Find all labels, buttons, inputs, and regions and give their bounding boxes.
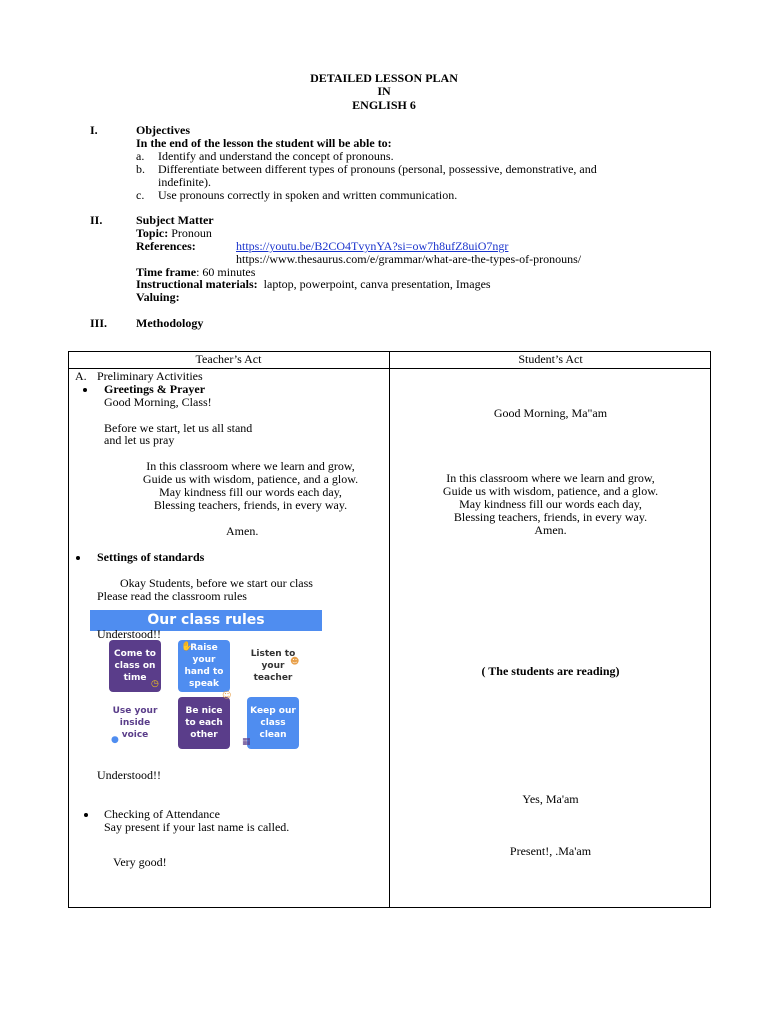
student-reading: ( The students are reading) (481, 664, 620, 678)
doc-title-line3: ENGLISH 6 (352, 98, 416, 112)
teacher-prayer-line-4: Blessing teachers, friends, in every way. (153, 498, 348, 512)
trash-bin-icon: ▦ (242, 737, 251, 747)
teacher-prayer-line-3: May kindness fill our words each day, (159, 485, 342, 499)
subject-matter-heading: Subject Matter (136, 213, 214, 227)
section-a-heading: Preliminary Activities (97, 369, 203, 383)
objective-item-b: Differentiate between different types of pronouns (personal, possessive, demonstrative, and (158, 162, 597, 176)
standards-heading: Settings of standards (97, 550, 205, 564)
bullet-greetings (83, 388, 87, 392)
teacher-understood-1: Understood!! (97, 627, 161, 641)
materials-label: Instructional materials: (136, 277, 258, 291)
section-numeral-2: II. (90, 213, 103, 227)
teacher-understood-2: Understood!! (97, 768, 161, 782)
teacher-stand-1: Before we start, let us all stand (104, 421, 253, 435)
objective-marker-b: b. (136, 162, 145, 176)
teacher-face-icon: ☻ (290, 657, 300, 667)
references-label: References: (136, 239, 196, 253)
timeframe-value: : 60 minutes (196, 265, 256, 279)
col-header-student: Student’s Act (518, 352, 583, 366)
teacher-rules-2: Please read the classroom rules (97, 589, 247, 603)
student-present: Present!, .Ma'am (509, 844, 592, 858)
doc-title-line1: DETAILED LESSON PLAN (310, 71, 458, 85)
teacher-amen: Amen. (226, 524, 259, 538)
rule-text-listen-teacher: Listen to your teacher (250, 649, 296, 683)
student-amen: Amen. (534, 523, 567, 537)
materials-line (136, 278, 491, 291)
rule-text-raise-hand: Raise your hand to speak (184, 643, 224, 689)
table-column-divider (389, 351, 390, 908)
student-prayer-line-4: Blessing teachers, friends, in every way. (453, 510, 648, 524)
section-numeral-1: I. (90, 123, 98, 137)
student-greeting: Good Morning, Ma"am (493, 406, 608, 420)
section-numeral-3: III. (90, 316, 108, 330)
rule-text-keep-clean: Keep our class clean (250, 706, 296, 740)
rule-text-inside-voice: Use your inside voice (112, 706, 158, 740)
class-rules-banner: Our class rules (90, 610, 322, 631)
doc-title-line2: IN (377, 84, 391, 98)
reference-link-thesaurus: https://www.thesaurus.com/e/grammar/what-are-the-types-of-pronouns/ (236, 252, 582, 266)
student-prayer-line-2: Guide us with wisdom, patience, and a glow. (442, 484, 659, 498)
teacher-prayer-line-1: In this classroom where we learn and grow, (146, 459, 355, 473)
teacher-stand-2: and let us pray (104, 433, 175, 447)
reference-link-youtube[interactable]: https://youtu.be/B2CO4TvynYA?si=ow7h8ufZ8uiO7ngr (236, 239, 509, 253)
friends-icon: ☺ (222, 691, 232, 701)
col-header-teacher: Teacher’s Act (195, 352, 262, 366)
objective-marker-a: a. (136, 149, 145, 163)
rule-tile-be-nice (178, 697, 230, 749)
objective-marker-c: c. (136, 188, 145, 202)
bullet-attendance (84, 813, 88, 817)
objective-item-c: Use pronouns correctly in spoken and written communication. (158, 188, 458, 202)
speech-bubble-icon: ● (111, 735, 119, 745)
raised-hand-icon: ✋ (181, 642, 193, 652)
rule-tile-keep-clean (247, 697, 299, 749)
objectives-intro: In the end of the lesson the student will be able to: (136, 136, 392, 150)
objective-item-a: Identify and understand the concept of pronouns. (158, 149, 394, 163)
topic-value: Pronoun (168, 226, 212, 240)
clock-icon: ◷ (151, 679, 159, 689)
topic-label: Topic: (136, 226, 169, 240)
objective-item-b-cont: indefinite). (158, 175, 211, 189)
methodology-heading: Methodology (136, 316, 204, 330)
valuing-label: Valuing: (136, 290, 180, 304)
attendance-text: Say present if your last name is called. (104, 820, 290, 834)
bullet-standards (76, 556, 80, 560)
student-yes: Yes, Ma'am (522, 792, 579, 806)
teacher-rules-1: Okay Students, before we start our class (120, 576, 313, 590)
materials-value: laptop, powerpoint, canva presentation, Images (257, 277, 491, 291)
teacher-greeting: Good Morning, Class! (104, 395, 212, 409)
section-a-marker: A. (75, 369, 87, 383)
teacher-very-good: Very good! (113, 855, 167, 869)
attendance-heading: Checking of Attendance (104, 807, 220, 821)
student-prayer-line-3: May kindness fill our words each day, (459, 497, 642, 511)
objectives-heading: Objectives (136, 123, 190, 137)
rule-text-come-on-time: Come to class on time (114, 649, 156, 683)
student-prayer-line-1: In this classroom where we learn and grow, (446, 471, 655, 485)
teacher-prayer-line-2: Guide us with wisdom, patience, and a glow. (142, 472, 359, 486)
greetings-heading: Greetings & Prayer (104, 382, 206, 396)
rule-text-be-nice: Be nice to each other (185, 706, 223, 740)
timeframe-label: Time frame (136, 265, 197, 279)
